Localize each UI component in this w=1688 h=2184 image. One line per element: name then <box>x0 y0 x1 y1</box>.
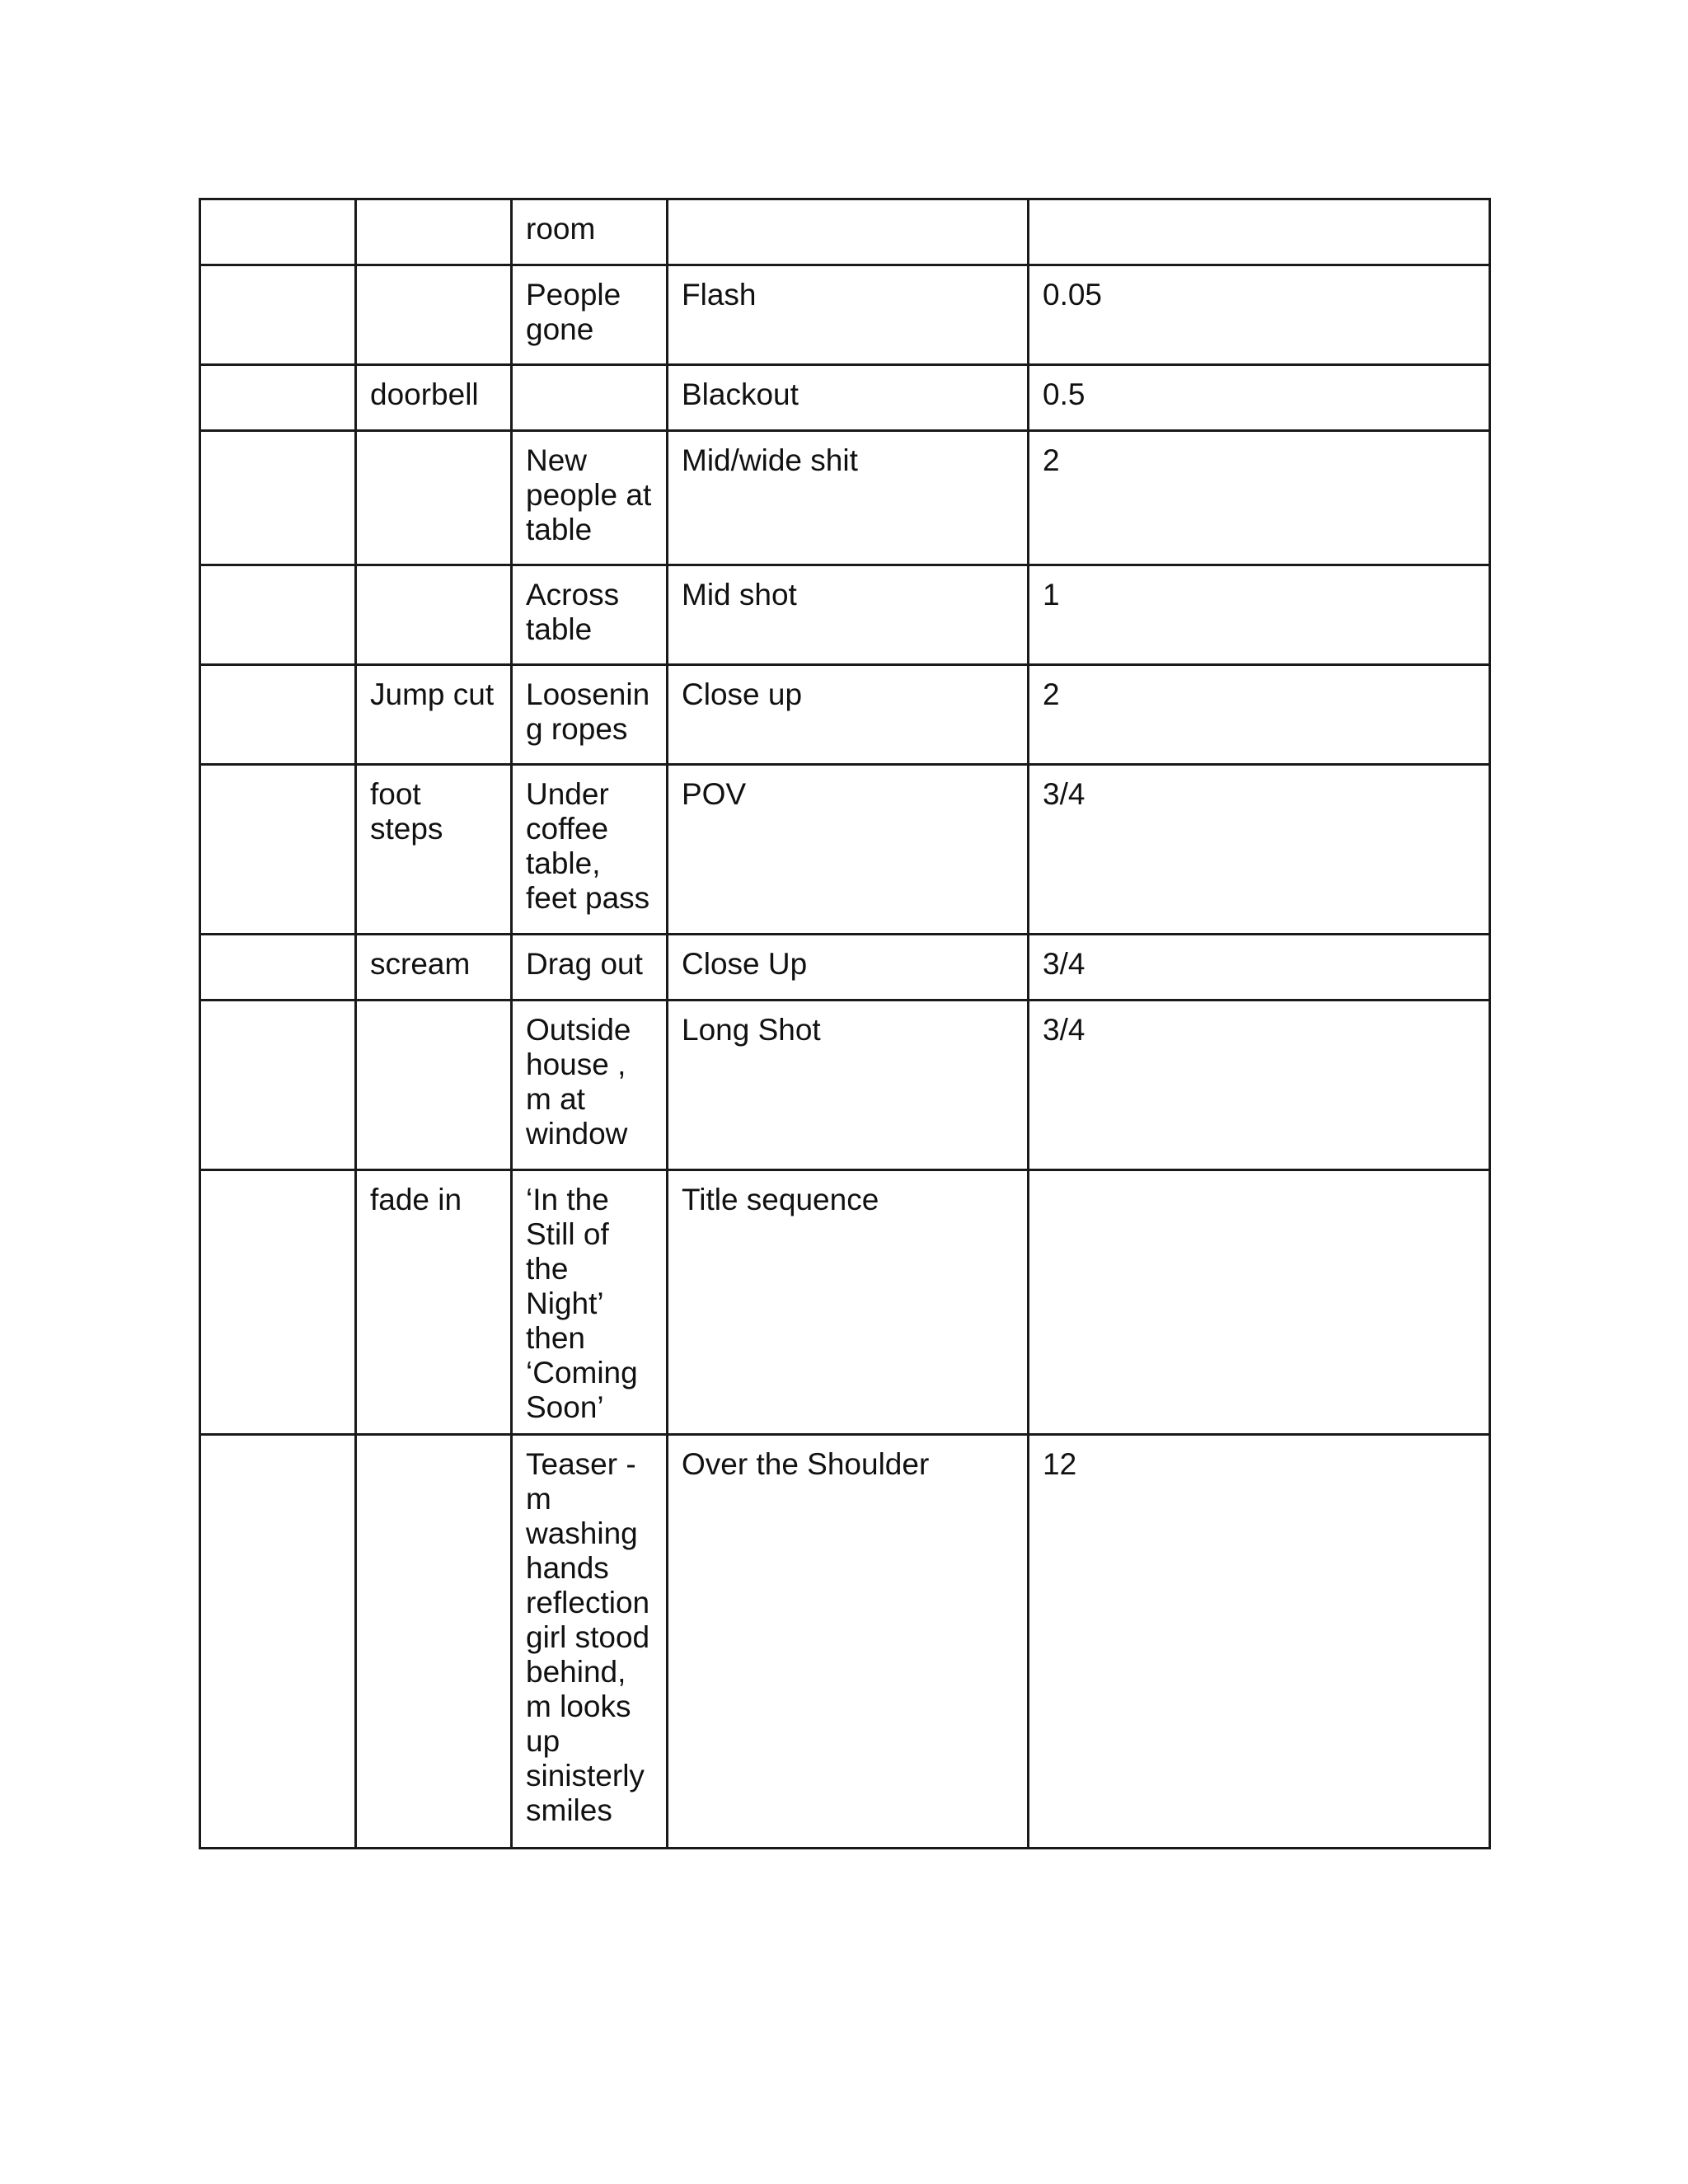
table-cell <box>512 765 668 935</box>
table-cell <box>356 365 512 431</box>
table-cell <box>668 1170 1029 1435</box>
table-cell <box>356 665 512 765</box>
table-cell <box>512 365 668 431</box>
table-cell <box>1029 199 1490 265</box>
table-cell <box>356 1170 512 1435</box>
cell-text: Title sequence <box>682 1183 879 1216</box>
table-cell <box>1029 935 1490 1001</box>
table-cell <box>512 431 668 565</box>
table-cell <box>512 199 668 265</box>
table-cell <box>200 935 356 1001</box>
storyboard-table <box>199 198 1491 1849</box>
table-cell <box>356 935 512 1001</box>
cell-text: POV <box>682 777 747 811</box>
cell-text: foot steps <box>370 777 443 846</box>
table-cell <box>668 665 1029 765</box>
cell-text: Loosenin g ropes <box>526 677 650 746</box>
cell-text: scream <box>370 947 471 981</box>
table-cell <box>668 565 1029 665</box>
cell-text: 3/4 <box>1043 1013 1085 1047</box>
cell-text: People gone <box>526 278 621 346</box>
cell-text: Over the Shoulder <box>682 1447 930 1481</box>
cell-text: Close up <box>682 677 803 711</box>
table-cell <box>200 565 356 665</box>
table-cell <box>1029 665 1490 765</box>
table-row <box>200 1001 1490 1170</box>
cell-text: Mid/wide shit <box>682 443 858 477</box>
table-row <box>200 431 1490 565</box>
table-cell <box>200 1001 356 1170</box>
cell-text: Jump cut <box>370 677 495 711</box>
table-cell <box>1029 1170 1490 1435</box>
table-row <box>200 1170 1490 1435</box>
table-cell <box>512 1001 668 1170</box>
table-cell <box>512 1435 668 1849</box>
table-cell <box>1029 1435 1490 1849</box>
table-row <box>200 665 1490 765</box>
cell-text: Mid shot <box>682 578 797 612</box>
table-row <box>200 365 1490 431</box>
cell-text: Blackout <box>682 377 799 411</box>
table-cell <box>512 1170 668 1435</box>
table-cell <box>1029 1001 1490 1170</box>
table-cell <box>1029 765 1490 935</box>
table-cell <box>668 365 1029 431</box>
table-cell <box>1029 565 1490 665</box>
cell-text: 2 <box>1043 443 1060 477</box>
table-cell <box>356 565 512 665</box>
table-cell <box>512 935 668 1001</box>
cell-text: Outside house , m at window <box>526 1013 631 1151</box>
cell-text: 0.5 <box>1043 377 1085 411</box>
cell-text: fade in <box>370 1183 462 1216</box>
cell-text: Flash <box>682 278 757 312</box>
table-cell <box>200 1170 356 1435</box>
table-row <box>200 565 1490 665</box>
table-cell <box>200 199 356 265</box>
table-cell <box>356 265 512 365</box>
table-cell <box>512 665 668 765</box>
table-cell <box>356 765 512 935</box>
table-cell <box>1029 365 1490 431</box>
cell-text: 2 <box>1043 677 1060 711</box>
cell-text: room <box>526 212 596 246</box>
table-cell <box>668 1435 1029 1849</box>
table-cell <box>668 431 1029 565</box>
table-cell <box>200 431 356 565</box>
table-cell <box>200 1435 356 1849</box>
cell-text: Teaser - m washing hands reflection girl stood behind, m looks up sinisterly smiles <box>526 1447 650 1827</box>
table-cell <box>668 765 1029 935</box>
table-cell <box>200 665 356 765</box>
table-cell <box>200 765 356 935</box>
table-cell <box>356 199 512 265</box>
cell-text: Across table <box>526 578 620 646</box>
table-row <box>200 935 1490 1001</box>
table-cell <box>668 265 1029 365</box>
cell-text: Long Shot <box>682 1013 821 1047</box>
table-cell <box>200 265 356 365</box>
cell-text: Close Up <box>682 947 808 981</box>
cell-text: Under coffee table, feet pass <box>526 777 650 915</box>
cell-text: ‘In the Still of the Night’ then ‘Coming Soon’ <box>526 1183 638 1424</box>
cell-text: 12 <box>1043 1447 1077 1481</box>
table-cell <box>356 1001 512 1170</box>
cell-text: 3/4 <box>1043 777 1085 811</box>
table-cell <box>668 1001 1029 1170</box>
table-cell <box>356 431 512 565</box>
cell-text: 0.05 <box>1043 278 1103 312</box>
table-row <box>200 765 1490 935</box>
cell-text: 3/4 <box>1043 947 1085 981</box>
table-cell <box>668 199 1029 265</box>
table-row <box>200 1435 1490 1849</box>
table-cell <box>512 565 668 665</box>
table-cell <box>668 935 1029 1001</box>
cell-text: doorbell <box>370 377 479 411</box>
table-row <box>200 199 1490 265</box>
table-cell <box>356 1435 512 1849</box>
table-cell <box>200 365 356 431</box>
table-cell <box>1029 431 1490 565</box>
table-row <box>200 265 1490 365</box>
cell-text: Drag out <box>526 947 643 981</box>
cell-text: 1 <box>1043 578 1060 612</box>
table-cell <box>1029 265 1490 365</box>
table-cell <box>512 265 668 365</box>
cell-text: New people at table <box>526 443 652 546</box>
